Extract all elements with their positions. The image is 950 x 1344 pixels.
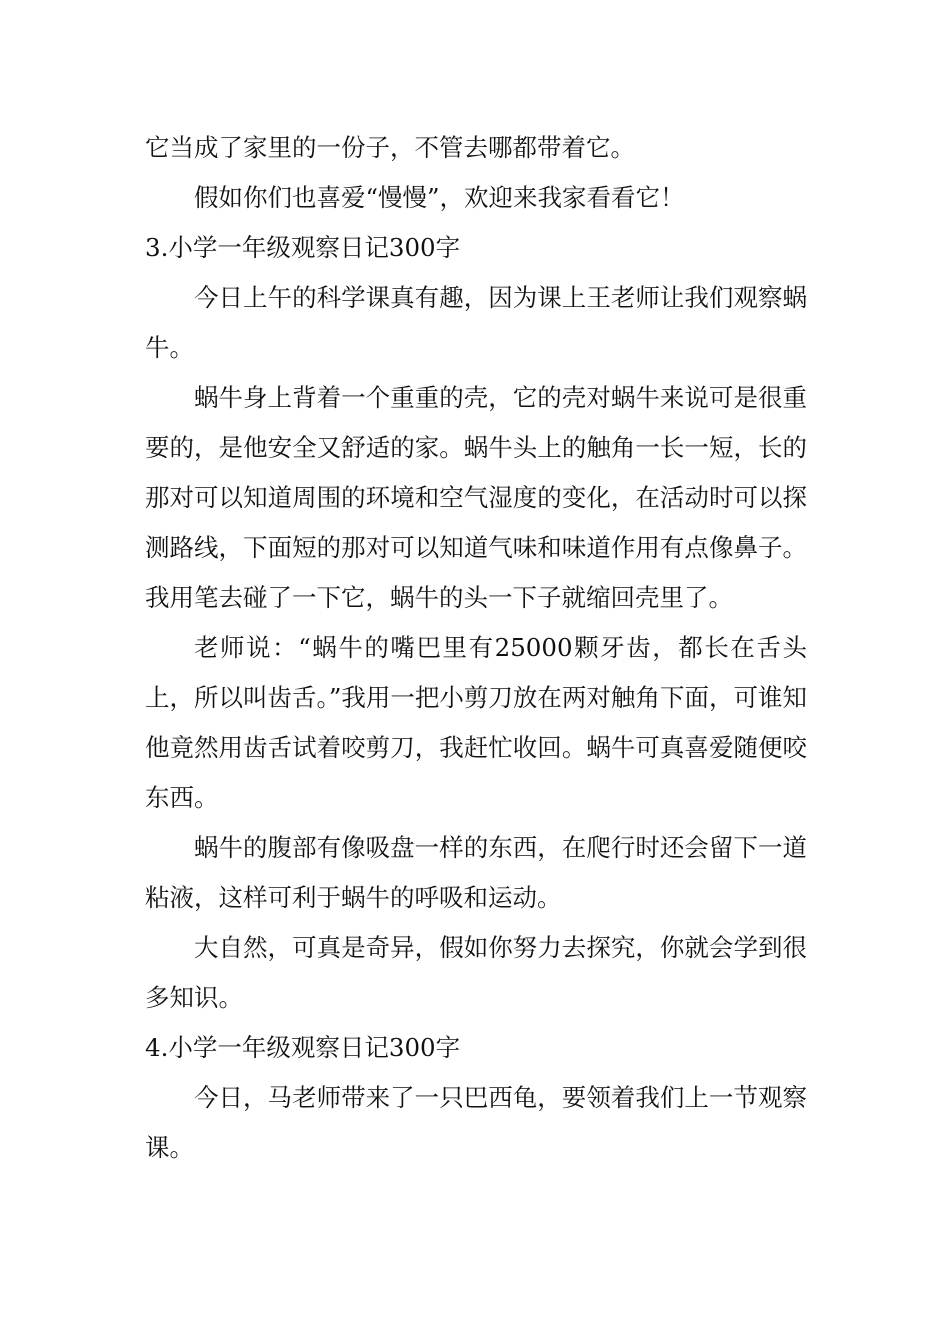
section-heading: 4.小学一年级观察日记300字 <box>145 1033 461 1062</box>
section-heading: 3.小学一年级观察日记300字 <box>145 233 461 262</box>
paragraph: 蜗牛的腹部有像吸盘一样的东西，在爬行时还会留下一道粘液，这样可利于蜗牛的呼吸和运动。 <box>145 833 807 912</box>
paragraph: 假如你们也喜爱“慢慢”，欢迎来我家看看它！ <box>194 183 685 212</box>
paragraph: 大自然，可真是奇异，假如你努力去探究，你就会学到很多知识。 <box>145 933 807 1012</box>
paragraph: 今日，马老师带来了一只巴西龟，要领着我们上一节观察课。 <box>145 1083 807 1162</box>
paragraph: 蜗牛身上背着一个重重的壳，它的壳对蜗牛来说可是很重要的，是他安全又舒适的家。蜗牛头上的触角一长一短，长的那对可以知道周围的环境和空气湿度的变化，在活动时可以探测路线，下面短的那对可以知道气味和味道作用有点像鼻子。我用笔去碰了一下它，蜗牛的头一下子就缩回壳里了。 <box>145 383 807 612</box>
paragraph: 它当成了家里的一份子，不管去哪都带着它。 <box>145 133 635 162</box>
document-body <box>145 123 807 1173</box>
paragraph: 今日上午的科学课真有趣，因为课上王老师让我们观察蜗牛。 <box>145 283 807 362</box>
paragraph: 老师说：“蜗牛的嘴巴里有25000颗牙齿，都长在舌头上，所以叫齿舌。”我用一把小剪刀放在两对触角下面，可谁知他竟然用齿舌试着咬剪刀，我赶忙收回。蜗牛可真喜爱随便咬东西。 <box>145 633 807 812</box>
